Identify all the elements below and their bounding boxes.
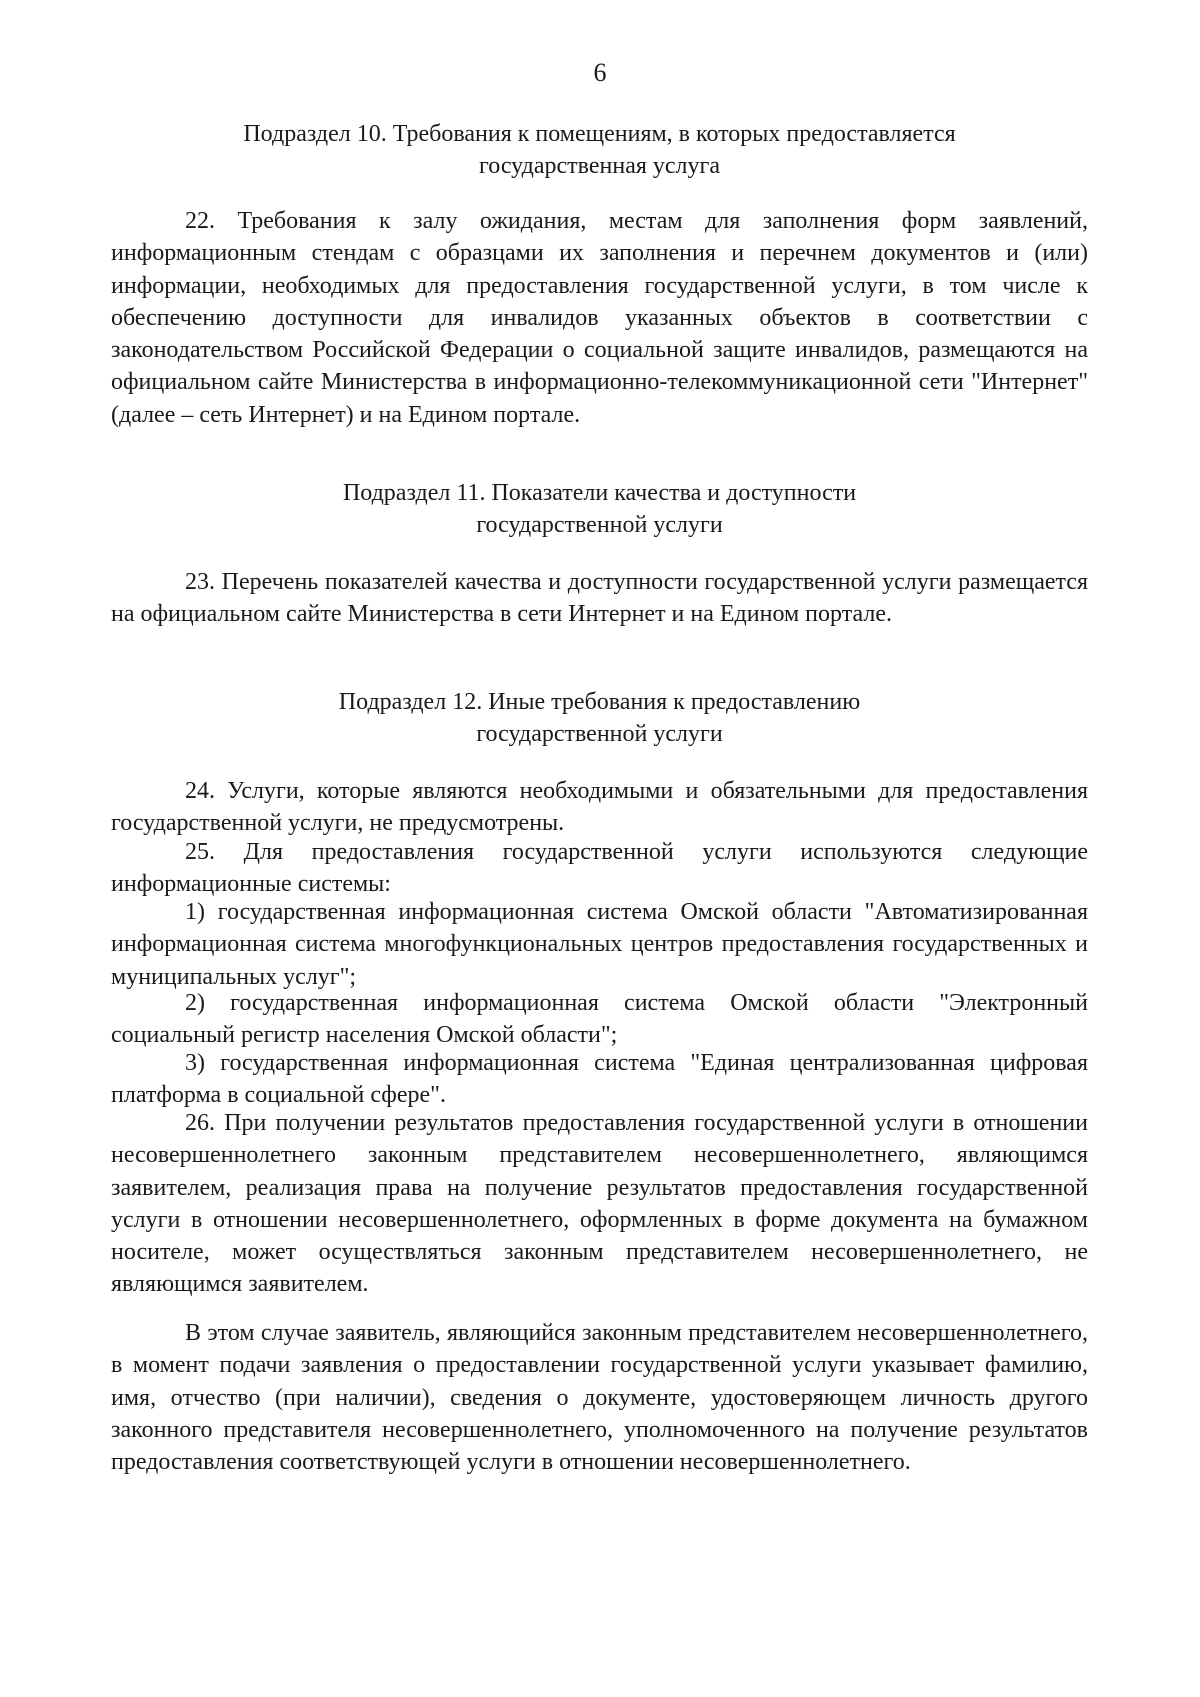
paragraph-22: 22. Требования к залу ожидания, местам для заполнения форм заявлений, информационным стендам с образцами их заполнения и перечнем документов и (или) информации, необходимых для предоставления государственной услуги, в том числе к обеспечению доступности для инвалидов указанных объектов в соответствии с законодательством Российской Федерации о социальной защите инвалидов, размещаются на официальном сайте Министерства в информационно-телекоммуникационной сети "Интернет" (далее – сеть Интернет) и на Едином портале. bbox=[111, 208, 1088, 428]
heading-line: Подраздел 11. Показатели качества и доступности bbox=[342, 480, 857, 506]
paragraph-26: 26. При получении результатов предоставления государственной услуги в отношении несовершеннолетнего законным представителем несовершеннолетнего, являющимся заявителем, реализация права на получение результатов предоставления государственной услуги в отношении несовершеннолетнего, оформленных в форме документа на бумажном носителе, может осуществляться законным представителем несовершеннолетнего, не являющимся заявителем. bbox=[111, 1110, 1088, 1298]
paragraph-25-item-3: 3) государственная информационная система "Единая централизованная цифровая платформа в социальной сфере". bbox=[111, 1050, 1088, 1109]
paragraph-25: 25. Для предоставления государственной услуги используются следующие информационные системы: bbox=[111, 839, 1088, 898]
paragraph-25-item-1: 1) государственная информационная система Омской области "Автоматизированная информационная система многофункциональных центров предоставления государственных и муниципальных услуг"; bbox=[111, 899, 1088, 990]
paragraph-24: 24. Услуги, которые являются необходимыми и обязательными для предоставления государственной услуги, не предусмотрены. bbox=[111, 778, 1088, 837]
section-11-heading bbox=[111, 477, 1088, 541]
paragraph-26-continued: В этом случае заявитель, являющийся законным представителем несовершеннолетнего, в момент подачи заявления о предоставлении государственной услуги указывает фамилию, имя, отчество (при наличии), сведения о документе, удостоверяющем личность другого законного представителя несовершеннолетнего, уполномоченного на получение результатов предоставления соответствующей услуги в отношении несовершеннолетнего. bbox=[111, 1320, 1088, 1476]
paragraph-25-item-2: 2) государственная информационная система Омской области "Электронный социальный регистр населения Омской области"; bbox=[111, 990, 1088, 1049]
heading-line: государственная услуга bbox=[478, 153, 721, 179]
heading-line: государственной услуги bbox=[476, 512, 723, 538]
heading-line: государственной услуги bbox=[476, 721, 723, 747]
heading-line: Подраздел 12. Иные требования к предоставлению bbox=[338, 689, 861, 715]
paragraph-23: 23. Перечень показателей качества и доступности государственной услуги размещается на официальном сайте Министерства в сети Интернет и на Едином портале. bbox=[111, 569, 1088, 628]
heading-line: Подраздел 10. Требования к помещениям, в которых предоставляется bbox=[243, 121, 956, 147]
page-number: 6 bbox=[593, 58, 607, 87]
section-10-heading bbox=[111, 118, 1088, 182]
section-12-heading bbox=[111, 686, 1088, 750]
